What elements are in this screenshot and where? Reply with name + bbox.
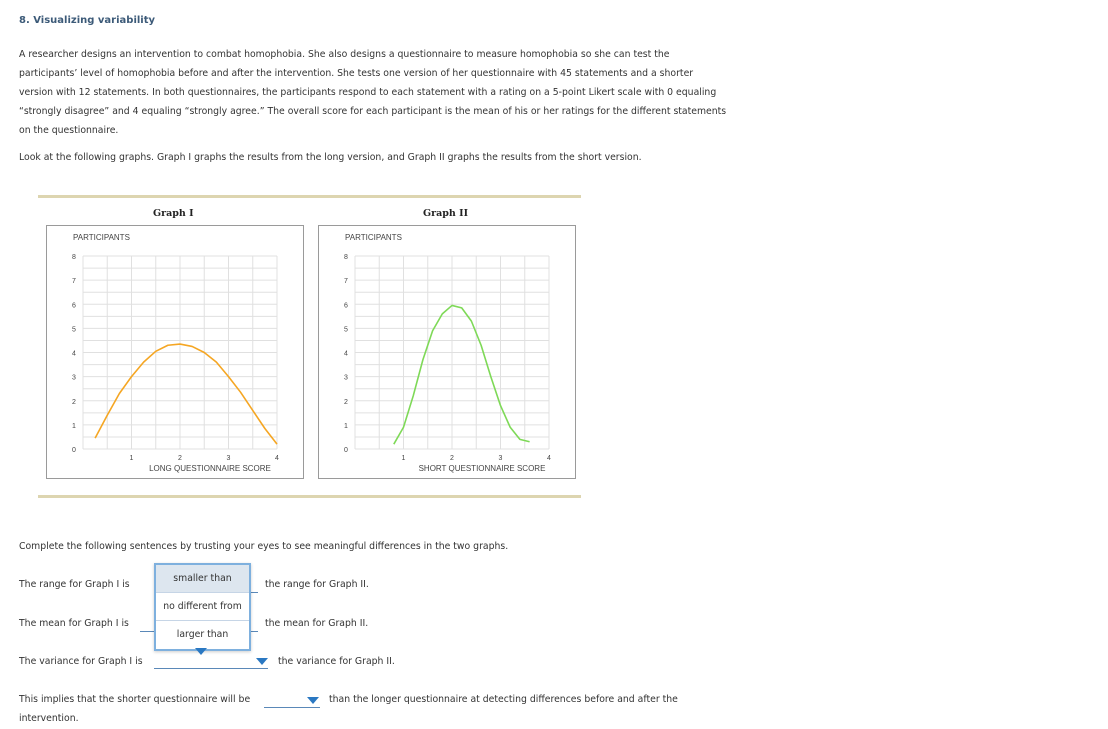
y-tick-label: 5 <box>72 326 76 334</box>
graph2-chart <box>319 226 575 478</box>
y-tick-label: 3 <box>72 374 76 382</box>
sentence4-prefix: This implies that the shorter questionnaire will be <box>19 694 251 705</box>
question-paragraph <box>19 45 779 140</box>
range-dropdown-arrow-icon[interactable] <box>195 648 207 655</box>
y-tick-label: 1 <box>344 422 348 430</box>
question-title: 8. Visualizing variability <box>19 15 156 26</box>
x-tick-label: 1 <box>401 455 406 462</box>
sentence2-prefix: The mean for Graph I is <box>19 618 129 629</box>
variance-select[interactable] <box>154 668 268 669</box>
graph2-frame <box>318 225 576 479</box>
sentence4-continuation: intervention. <box>19 713 79 724</box>
y-tick-label: 2 <box>72 398 76 406</box>
graph1-chart <box>47 226 303 478</box>
y-tick-label: 4 <box>344 350 348 358</box>
graph2-title: Graph II <box>423 208 469 219</box>
y-tick-label: 7 <box>72 278 76 286</box>
y-tick-label: 2 <box>344 398 348 406</box>
series-line <box>394 305 530 444</box>
y-tick-label: 8 <box>72 254 76 261</box>
y-tick-label: 3 <box>344 374 348 382</box>
paragraph-line: version with 12 statements. In both questionnaires, the participants respond to each statement with a rating on a 5-point Likert scale with 0 equaling <box>19 87 717 98</box>
x-tick-label: 4 <box>547 455 551 462</box>
sentence3-suffix: the variance for Graph II. <box>278 656 395 667</box>
y-tick-label: 0 <box>72 447 76 454</box>
graph1-title: Graph I <box>153 208 194 219</box>
sentence1-suffix: the range for Graph II. <box>265 579 369 590</box>
y-tick-label: 6 <box>344 302 348 310</box>
series-line <box>95 344 277 444</box>
y-tick-label: 0 <box>344 447 348 454</box>
graph-panel-top-rule <box>38 195 581 198</box>
variance-dropdown-arrow-icon[interactable] <box>256 658 268 665</box>
sentence1-prefix: The range for Graph I is <box>19 579 130 590</box>
graph-panel-bottom-rule <box>38 495 581 498</box>
dropdown-option-larger-than[interactable]: larger than <box>176 629 229 640</box>
complete-instructions: Complete the following sentences by trusting your eyes to see meaningful differences in the two graphs. <box>19 541 509 552</box>
look-instructions: Look at the following graphs. Graph I graphs the results from the long version, and Graph II graphs the results from the short version. <box>19 152 642 163</box>
x-tick-label: 3 <box>498 455 503 462</box>
y-tick-label: 6 <box>72 302 76 310</box>
x-tick-label: 1 <box>129 455 134 462</box>
dropdown-option-no-different-from[interactable]: no different from <box>156 593 249 621</box>
x-tick-label: 3 <box>226 455 231 462</box>
sensitivity-dropdown-arrow-icon[interactable] <box>307 697 319 704</box>
range-dropdown-menu[interactable] <box>154 563 251 651</box>
x-tick-label: 4 <box>275 455 279 462</box>
sentence4-suffix: than the longer questionnaire at detecting differences before and after the <box>329 694 678 705</box>
y-tick-label: 7 <box>344 278 348 286</box>
x-tick-label: 2 <box>178 455 182 462</box>
y-tick-label: 5 <box>344 326 348 334</box>
paragraph-line: on the questionnaire. <box>19 125 119 136</box>
y-tick-label: 8 <box>344 254 348 261</box>
x-axis-label: SHORT QUESTIONNAIRE SCORE <box>418 464 546 473</box>
x-tick-label: 2 <box>450 455 454 462</box>
paragraph-line: participants’ level of homophobia before and after the intervention. She tests one version of her questionnaire with 45 statements and a shorter <box>19 68 694 79</box>
sentence2-suffix: the mean for Graph II. <box>265 618 369 629</box>
x-axis-label: LONG QUESTIONNAIRE SCORE <box>149 464 271 473</box>
y-axis-label: PARTICIPANTS <box>73 233 130 242</box>
sentence3-prefix: The variance for Graph I is <box>19 656 143 667</box>
graph1-frame <box>46 225 304 479</box>
dropdown-option-smaller-than[interactable]: smaller than <box>156 565 249 593</box>
y-tick-label: 1 <box>72 422 76 430</box>
paragraph-line: “strongly disagree” and 4 equaling “strongly agree.” The overall score for each participant is the mean of his or her ratings for the different statements <box>19 106 727 117</box>
y-tick-label: 4 <box>72 350 76 358</box>
paragraph-line: A researcher designs an intervention to combat homophobia. She also designs a questionnaire to measure homophobia so she can test the <box>19 49 670 60</box>
sensitivity-select[interactable] <box>264 707 320 708</box>
y-axis-label: PARTICIPANTS <box>345 233 402 242</box>
